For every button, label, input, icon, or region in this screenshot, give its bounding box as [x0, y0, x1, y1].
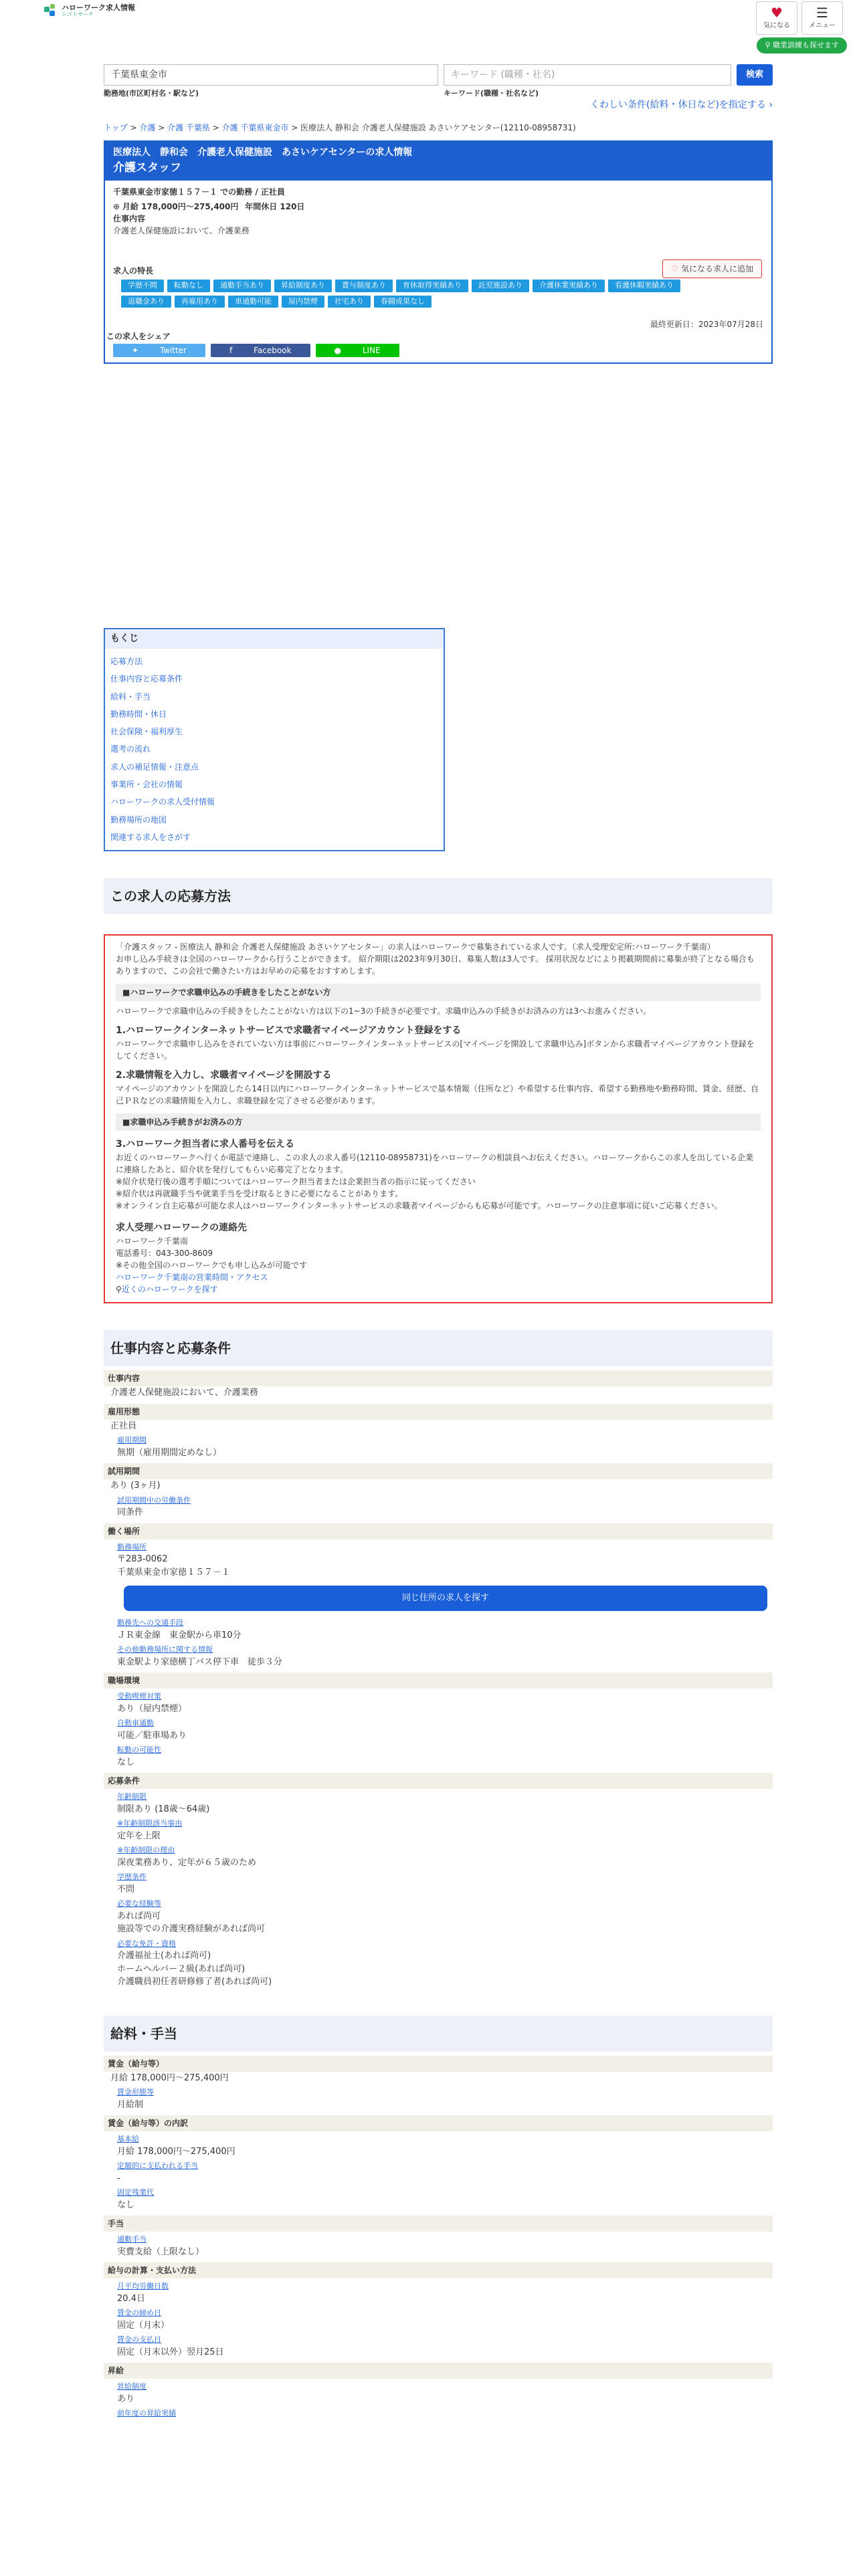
sub-label-link[interactable]: 必要な経験等 — [117, 1899, 161, 1909]
sub-label-link[interactable]: 固定残業代 — [117, 2188, 154, 2197]
toc-item[interactable]: 選考の流れ — [110, 744, 151, 754]
breadcrumb-current: 医療法人 静和会 介護老人保健施設 あさいケアセンター(12110-08958731) — [300, 122, 576, 132]
toc-item[interactable]: 社会保険・福利厚生 — [110, 727, 183, 737]
sub-label-link[interactable]: 基本給 — [117, 2135, 139, 2144]
feature-tag: 介護休業実績あり — [533, 280, 605, 292]
toc-title: もくじ — [105, 629, 444, 649]
feature-tag: 通勤手当あり — [213, 280, 271, 292]
feature-tag: 育休取得実績あり — [396, 280, 468, 292]
feature-tag: 車通勤可能 — [228, 296, 278, 308]
breadcrumb-care-chiba[interactable]: 介護 千葉県 — [167, 122, 210, 132]
step3-title: 3.ハローワーク担当者に求人番号を伝える — [116, 1139, 295, 1150]
breadcrumb-care[interactable]: 介護 — [139, 122, 156, 132]
sub-value: 定年を上限 — [117, 1830, 161, 1841]
last-updated: 最終更新日：2023年07月28日 — [650, 320, 763, 329]
sub-value: 介護職員初任者研修修了者(あれば尚可) — [117, 1977, 272, 1988]
job-summary-card — [104, 140, 773, 364]
sub-label-link[interactable]: 賃金形態等 — [117, 2088, 154, 2097]
menu-label: メニュー — [809, 22, 836, 29]
favorites-label: 気になる — [763, 22, 790, 29]
line-icon: ● — [334, 346, 344, 355]
sub-label-link[interactable]: 賃金の締め日 — [117, 2309, 161, 2318]
contact-tel: 電話番号：043-300-8609 — [116, 1249, 213, 1259]
features-label: 求人の特長 — [113, 266, 154, 276]
row-header: 応募条件 — [104, 1773, 773, 1789]
row-header: 職場環境 — [104, 1673, 773, 1689]
sub-value: 月給 178,000円〜275,400円 — [117, 2146, 235, 2157]
sub-value: 固定（月末以外）翌月25日 — [117, 2347, 224, 2357]
twitter-share-button[interactable] — [113, 344, 205, 357]
logo-subtitle: シゴトサーチ — [62, 11, 94, 18]
feature-tag: 託児施設あり — [472, 280, 529, 292]
contact-title: 求人受理ハローワークの連絡先 — [116, 1222, 247, 1234]
toc-item[interactable]: 仕事内容と応募条件 — [110, 674, 183, 684]
no-registration-text: ハローワークで求職申込みの手続きをしたことがない方は以下の1~3の手続きが必要です。求職申込みの手続きがお済みの方は3へお進みください。 — [116, 1006, 652, 1016]
salary-table — [104, 2056, 773, 2420]
row-header: 手当 — [104, 2216, 773, 2232]
sub-label-link[interactable]: その他勤務場所に関する情報 — [117, 1645, 213, 1654]
row-header: 働く場所 — [104, 1523, 773, 1539]
company-name: 医療法人 静和会 介護老人保健施設 あさいケアセンターの求人情報 — [113, 146, 413, 158]
add-favorite-button[interactable] — [662, 259, 762, 278]
sub-value: 千葉県東金市家徳１５７－１ — [117, 1567, 231, 1578]
toc-list — [105, 649, 444, 850]
job-location: 千葉県東金市家徳１５７－１ での勤務 / 正社員 — [113, 187, 285, 197]
feature-tag: 退職金あり — [121, 296, 171, 308]
sub-value: 固定（月末） — [117, 2320, 170, 2331]
toc-item[interactable]: 事業所・会社の情報 — [110, 780, 183, 790]
hamburger-icon: ☰ — [816, 5, 828, 21]
feature-tag: 昇給制度あり — [274, 280, 332, 292]
contact-note: ※その他全国のハローワークでも申し込みが可能です — [116, 1261, 308, 1271]
toc-item[interactable]: 応募方法 — [110, 657, 143, 666]
location-label: 勤務地(市区町村名・駅など) — [104, 89, 199, 98]
sub-label-link[interactable]: 転勤の可能性 — [117, 1745, 161, 1755]
feature-tag: 転勤なし — [167, 280, 210, 292]
sub-value: なし — [117, 2199, 135, 2210]
toc-item[interactable]: 求人の補足情報・注意点 — [110, 762, 199, 772]
note: ※オンライン自主応募が可能な求人はハローワークインターネットサービスの求職者マイページからも応募が可能です。ハローワークの注意事項に従いご応募ください。 — [116, 1201, 723, 1211]
row-header: 給与の計算・支払い方法 — [104, 2262, 773, 2278]
row-header: 賃金（給与等）の内訳 — [104, 2115, 773, 2131]
search-icon: ⚲ — [116, 1285, 122, 1295]
breadcrumb: トップ > 介護 > 介護 千葉県 > 介護 千葉県東金市 > 医療法人 静和会 介護老人保健施設 あさいケアセンター(12110-08958731) — [104, 122, 576, 132]
sub-label-link[interactable]: 勤務先への交通手段 — [117, 1618, 183, 1628]
sub-value: 実費支給（上限なし） — [117, 2246, 205, 2257]
facebook-label: Facebook — [254, 346, 292, 355]
sub-label-link[interactable]: 受動喫煙対策 — [117, 1692, 161, 1701]
toc-item[interactable]: 関連する求人をさがす — [110, 832, 191, 842]
step2-text: マイページのアカウントを開設したら14日以内にハローワークインターネットサービスで基本情報（住所など）や希望する仕事内容、希望する勤務地や勤務時間、賃金、経歴、自己ＰＲなどの求職情報を入力し、求職登録を完了させる必要があります。 — [116, 1084, 759, 1106]
table-of-contents — [104, 628, 445, 851]
site-logo[interactable] — [44, 4, 135, 18]
job-holidays: 年間休日 120日 — [245, 202, 305, 211]
favorites-button[interactable] — [756, 1, 797, 35]
row-value: 正社員 — [110, 1420, 137, 1431]
sub-value: あれば尚可 — [117, 1911, 161, 1921]
keyword-input[interactable]: キーワード (職種・社名) — [444, 64, 731, 86]
menu-button[interactable] — [801, 1, 843, 35]
detail-conditions-link[interactable] — [104, 98, 773, 112]
contact-name: ハローワーク千葉南 — [116, 1237, 189, 1247]
sub-value: 月給制 — [117, 2099, 144, 2110]
sub-value: 施設等での介護実務経験があれば尚可 — [117, 1924, 266, 1935]
note: ※紹介状は再就職手当や就業手当を受け取るときに必要になることがあります。 — [116, 1189, 403, 1199]
sub-value: - — [117, 2173, 120, 2183]
sub-label-link[interactable]: 勤務場所 — [117, 1542, 147, 1551]
toc-item[interactable]: 給料・手当 — [110, 691, 151, 702]
chevron-right-icon: › — [765, 99, 773, 110]
feature-tag: 看護休暇実績あり — [608, 280, 680, 292]
sub-label-link[interactable]: 年齢制限 — [117, 1792, 147, 1802]
conditions-heading: 仕事内容と応募条件 — [104, 1330, 773, 1366]
heart-outline-icon: ♡ — [671, 264, 681, 274]
search-bar — [104, 64, 773, 86]
content-label: 仕事内容 — [113, 214, 146, 223]
search-icon: ⚲ — [765, 41, 773, 49]
search-button[interactable]: 検索 — [737, 64, 773, 86]
sub-value: なし — [117, 1757, 135, 1767]
sub-label-link[interactable]: 前年度の昇給実績 — [117, 2409, 176, 2418]
job-salary: 月給 178,000円〜275,400円 — [122, 202, 239, 211]
line-label: LINE — [362, 346, 381, 355]
job-body — [105, 181, 771, 362]
feature-tag: 再雇用あり — [175, 296, 225, 308]
sub-label-link[interactable]: 試用期間中の労働条件 — [117, 1495, 191, 1505]
row-value: 月給 178,000円〜275,400円 — [110, 2072, 229, 2083]
near-hellowork-link[interactable]: 近くのハローワークを探す — [121, 1285, 218, 1295]
feature-tag: 学歴不問 — [121, 280, 164, 292]
sub-label-link[interactable]: 雇用期間 — [117, 1436, 147, 1445]
add-favorite-label: 気になる求人に追加 — [680, 264, 753, 274]
step1-title: 1.ハローワークインターネットサービスで求職者マイページアカウント登録をする — [116, 1025, 462, 1037]
row-value: あり (3ヶ月) — [110, 1481, 161, 1491]
sub-label-link[interactable]: 月平均労働日数 — [117, 2282, 169, 2291]
step1-text: ハローワークで求職申し込みをされていない方は事前にハローワークインターネットサービスの[マイページを開設して求職申込み]ボタンから求職者マイページアカウント登録をしてください。 — [116, 1039, 755, 1061]
registered-bar: ■求職申込み手続きがお済みの方 — [116, 1113, 761, 1131]
sub-value: 東金駅より家徳横丁バス停下車 徒歩３分 — [117, 1656, 283, 1667]
sub-value: 〒283-0062 — [117, 1554, 168, 1565]
facebook-share-button[interactable] — [211, 344, 310, 357]
sub-label-link[interactable]: 昇給制度 — [117, 2382, 147, 2391]
apply-intro-2: お申し込み手続きは全国のハローワークから行うことができます。 紹介期限は2023年9月30日、募集人数は3人です。 採用状況などにより掲載期間前に募集が終了となる場合もありますので、この会社で働きたい方はお早めの応募をおすすめします。 — [116, 954, 755, 976]
contact-access-link[interactable]: ハローワーク千葉南の営業時間・アクセス — [116, 1273, 268, 1283]
sub-label-link[interactable]: 通勤手当 — [117, 2235, 147, 2244]
sub-value: 無期（雇用期間定めなし） — [117, 1447, 222, 1458]
facebook-icon: f — [229, 346, 235, 355]
feature-tag: 屋内禁煙 — [282, 296, 324, 308]
no-registration-bar: ■ハローワークで求職申込みの手続きをしたことがない方 — [116, 984, 761, 1001]
sub-label-link[interactable]: 学歴条件 — [117, 1872, 147, 1882]
row-value: 介護老人保健施設において、介護業務 — [110, 1388, 258, 1398]
location-input[interactable]: 千葉県東金市 — [104, 64, 438, 86]
sub-value: 同条件 — [117, 1507, 144, 1518]
sub-value: 介護福祉士(あれば尚可) — [117, 1951, 211, 1961]
yen-icon: ⊕ — [113, 202, 122, 211]
logo-mark-icon — [44, 4, 58, 17]
detail-conditions-label: くわしい条件(給料・休日など)を指定する — [590, 99, 766, 110]
apply-heading: この求人の応募方法 — [104, 878, 773, 914]
row-header: 仕事内容 — [104, 1370, 773, 1386]
main-content — [104, 64, 773, 2420]
heart-icon: ♥ — [771, 5, 783, 21]
sub-label-link[interactable]: 自動車通勤 — [117, 1719, 154, 1728]
row-header: 雇用形態 — [104, 1404, 773, 1420]
keyword-label: キーワード(職種・社名など) — [444, 89, 539, 98]
sub-value: あり — [117, 2393, 135, 2404]
sub-value: ＪＲ東金線 東金駅から車10分 — [117, 1630, 242, 1640]
sub-value: 深夜業務あり、定年が６５歳のため — [117, 1857, 257, 1868]
step2-title: 2.求職情報を入力し、求職者マイページを開設する — [116, 1070, 332, 1081]
sub-label-link[interactable]: ※年齢制限の理由 — [117, 1846, 175, 1855]
job-header — [105, 142, 771, 181]
sub-value: 可能／駐車場あり — [117, 1730, 187, 1741]
twitter-icon: ✦ — [132, 346, 141, 355]
note: ※紹介状発行後の選考手順についてはハローワーク担当者または企業担当者の指示に従ってください — [116, 1177, 476, 1187]
same-address-jobs-button[interactable]: 同じ住所の求人を探す — [124, 1586, 767, 1611]
sub-label-link[interactable]: 賃金の支払日 — [117, 2335, 161, 2345]
share-label: この求人をシェア — [106, 332, 171, 341]
site-header — [0, 0, 859, 60]
share-buttons — [113, 344, 763, 357]
apply-box — [104, 934, 773, 1303]
breadcrumb-care-togane[interactable]: 介護 千葉県東金市 — [221, 122, 289, 132]
row-header: 賃金（給与等） — [104, 2056, 773, 2072]
step3-text: お近くのハローワークへ行くか電話で連絡し、この求人の求人番号(12110-08958731)をハローワークの相談員へお伝えください。ハローワークからこの求人を出している企業に連絡したあと、紹介状を発行してもらい応募完了となります。 — [116, 1153, 753, 1175]
breadcrumb-top[interactable]: トップ — [104, 122, 128, 132]
toc-item[interactable]: 勤務時間・休日 — [110, 709, 167, 719]
feature-tag: 賞与制度あり — [335, 280, 393, 292]
toc-item[interactable]: 勤務場所の地図 — [110, 815, 167, 825]
feature-tag: 春闘成果なし — [374, 296, 432, 308]
sub-value: 不問 — [117, 1884, 135, 1895]
training-button[interactable] — [757, 37, 847, 53]
job-title: 介護スタッフ — [113, 160, 181, 175]
sub-value: 制限あり (18歳〜64歳) — [117, 1804, 210, 1814]
sub-value: ホームヘルパー２級(あれば尚可) — [117, 1963, 246, 1974]
apply-intro: 「介護スタッフ - 医療法人 静和会 介護老人保健施設 あさいケアセンター」の求人はハローワークで募集されている求人です。（求人受理安定所:ハローワーク千葉南） — [116, 942, 715, 952]
sub-label-link[interactable]: 必要な免許・資格 — [117, 1939, 176, 1948]
job-content: 介護老人保健施設において、介護業務 — [113, 226, 250, 235]
salary-heading: 給料・手当 — [104, 2016, 773, 2052]
row-header: 昇給 — [104, 2363, 773, 2379]
sub-value: あり（屋内禁煙） — [117, 1703, 187, 1714]
sub-label-link[interactable]: ※年齢制限該当事由 — [117, 1819, 183, 1828]
line-share-button[interactable] — [316, 344, 399, 357]
logo-title: ハローワーク求人情報 — [62, 3, 135, 12]
toc-item[interactable]: ハローワークの求人受付情報 — [110, 797, 215, 807]
sub-value: 20.4日 — [117, 2293, 145, 2304]
conditions-table — [104, 1370, 773, 1989]
sub-label-link[interactable]: 定額的に支払われる手当 — [117, 2161, 198, 2171]
row-header: 試用期間 — [104, 1463, 773, 1479]
twitter-label: Twitter — [159, 346, 187, 355]
training-label: 職業訓練も探せます — [773, 41, 839, 49]
feature-tag: 社宅あり — [328, 296, 371, 308]
feature-tags — [121, 280, 723, 308]
